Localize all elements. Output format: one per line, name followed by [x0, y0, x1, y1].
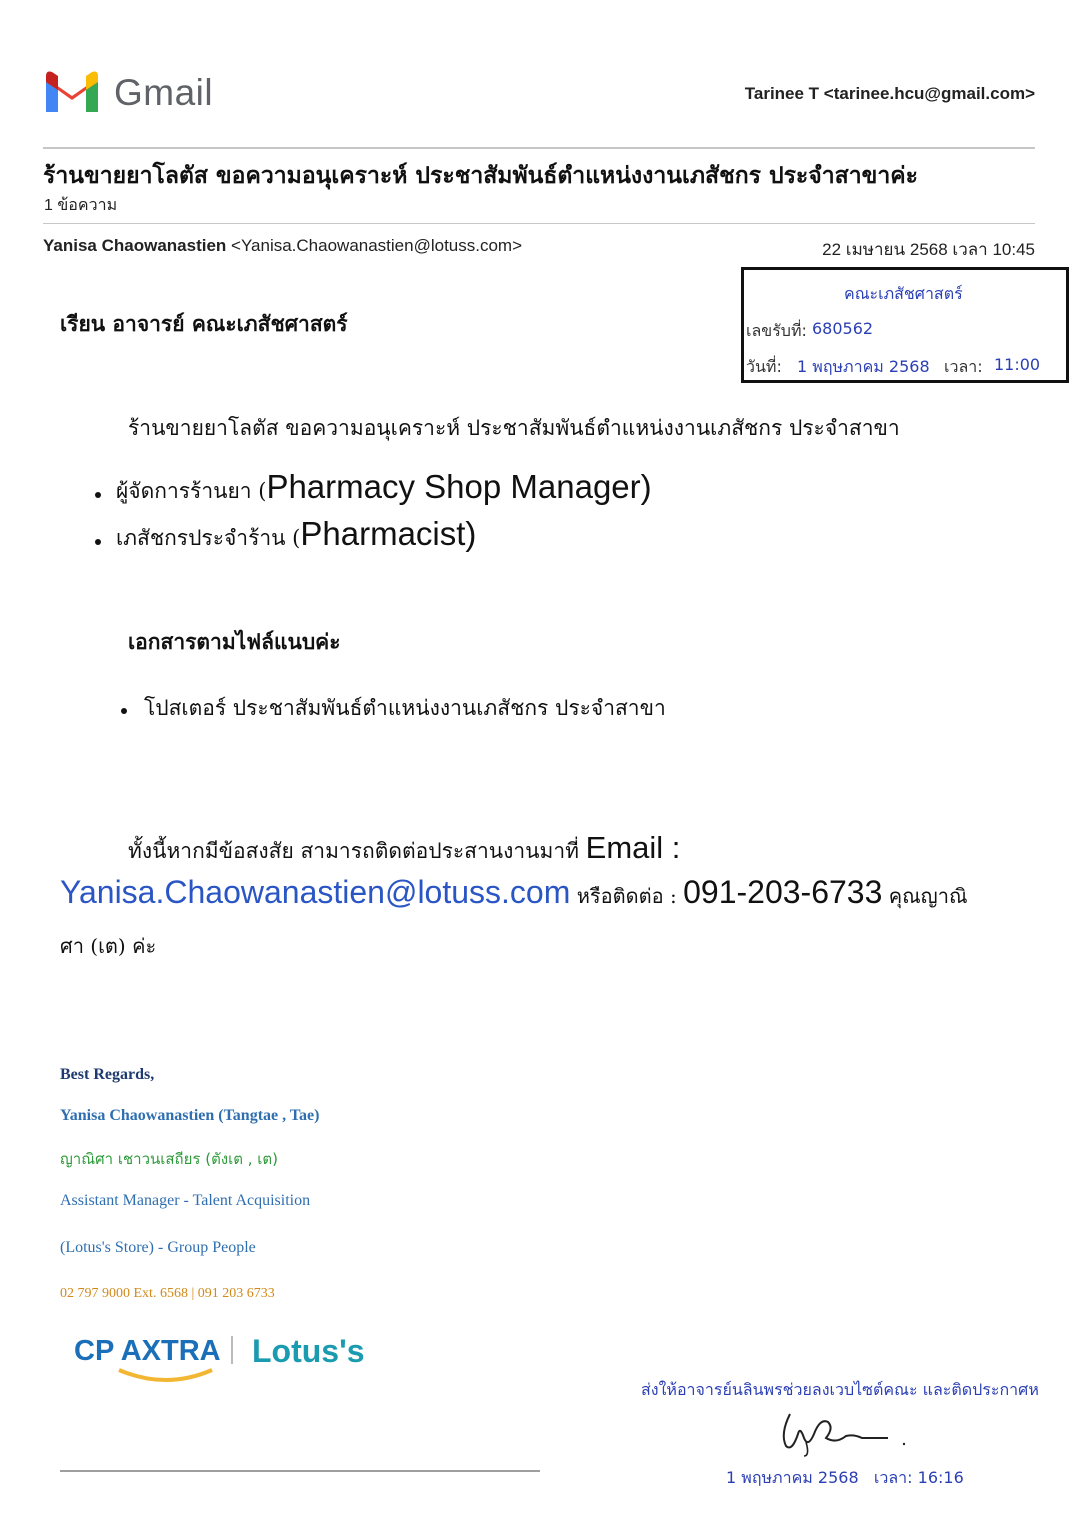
position-en: Pharmacy Shop Manager): [266, 468, 652, 505]
gmail-wordmark: Gmail: [114, 72, 214, 113]
sig-name-th: ญาณิศา เชาวนเสถียร (ตังเต , เต): [60, 1150, 279, 1168]
handwritten-note: ส่งให้อาจารย์นลินพรช่วยลงเวบไซต์คณะ และติดประกาศห: [641, 1380, 1039, 1399]
logo-cp-axtra: CP AXTRA: [74, 1335, 221, 1367]
sender-name: Yanisa Chaowanastien: [43, 236, 227, 255]
contact-phone: 091-203-6733: [683, 874, 883, 910]
sig-regards: Best Regards,: [60, 1066, 155, 1083]
divider: [43, 223, 1035, 224]
divider: [43, 147, 1035, 149]
sig-phone: 02 797 9000 Ext. 6568 | 091 203 6733: [60, 1286, 275, 1301]
message-date: 22 เมษายน 2568 เวลา 10:45: [822, 240, 1035, 259]
note-date: 1 พฤษภาคม 2568: [726, 1468, 859, 1487]
receipt-stamp: [741, 267, 1069, 383]
note-time-label: เวลา:: [873, 1468, 913, 1487]
gmail-m-icon: [42, 68, 102, 114]
footer-divider: [60, 1470, 540, 1472]
greeting: เรียน อาจารย์ คณะเภสัชศาสตร์: [60, 311, 348, 336]
position-th: เภสัชกรประจำร้าน (: [116, 526, 301, 550]
contact-line: [60, 874, 968, 912]
attachment-item: โปสเตอร์ ประชาสัมพันธ์ตำแหน่งงานเภสัชกร ประจำสาขา: [144, 696, 666, 720]
stamp-faculty: คณะเภสัชศาสตร์: [844, 284, 963, 303]
message-count: 1 ข้อความ: [44, 197, 118, 214]
contact-or: หรือติดต่อ :: [570, 884, 684, 908]
stamp-date-label: วันที่:: [746, 357, 782, 376]
bullet: [95, 492, 101, 498]
list-item: [116, 468, 652, 508]
attachments-heading: เอกสารตามไฟล์แนบค่ะ: [128, 629, 341, 654]
contact-name: คุณญาณิ: [882, 884, 968, 908]
contact-name-cont: ศา (เต) ค่ะ: [60, 934, 157, 958]
position-en: Pharmacist): [300, 515, 477, 552]
company-logos: [74, 1330, 384, 1390]
stamp-date: 1 พฤษภาคม 2568: [797, 357, 930, 376]
contact-intro-en: Email :: [585, 830, 681, 865]
stamp-time-label: เวลา:: [944, 357, 983, 376]
contact-email-link[interactable]: Yanisa.Chaowanastien@lotuss.com: [60, 874, 571, 910]
sig-name-en: Yanisa Chaowanastien (Tangtae , Tae): [60, 1107, 320, 1124]
thread-subject: ร้านขายยาโลตัส ขอความอนุเคราะห์ ประชาสัมพันธ์ตำแหน่งงานเภสัชกร ประจำสาขาค่ะ: [43, 163, 919, 189]
note-date-line: [726, 1466, 964, 1491]
sig-title: Assistant Manager - Talent Acquisition: [60, 1192, 311, 1209]
bullet: [121, 708, 127, 714]
position-th: ผู้จัดการร้านยา (: [116, 479, 267, 503]
sender-email: <Yanisa.Chaowanastien@lotuss.com>: [231, 236, 523, 255]
stamp-time: 11:00: [994, 355, 1041, 374]
sender-line: [43, 236, 522, 256]
contact-intro-th: ทั้งนี้หากมีข้อสงสัย สามารถติดต่อประสานงานมาที่: [128, 839, 586, 863]
logo-lotuss: Lotus's: [252, 1333, 365, 1369]
sig-org: (Lotus's Store) - Group People: [60, 1239, 256, 1256]
list-item: [116, 515, 476, 555]
account-label: Tarinee T <tarinee.hcu@gmail.com>: [744, 84, 1035, 103]
note-time: 16:16: [917, 1468, 964, 1487]
cp-axtra-lotus-logo: [74, 1330, 384, 1390]
stamp-receipt-label: เลขรับที่:: [746, 321, 807, 340]
contact-intro: [128, 830, 680, 868]
bullet: [95, 539, 101, 545]
handwritten-signature: [776, 1404, 916, 1458]
intro-paragraph: ร้านขายยาโลตัส ขอความอนุเคราะห์ ประชาสัมพันธ์ตำแหน่งงานเภสัชกร ประจำสาขา: [128, 416, 900, 440]
stamp-receipt-no: 680562: [812, 319, 874, 338]
